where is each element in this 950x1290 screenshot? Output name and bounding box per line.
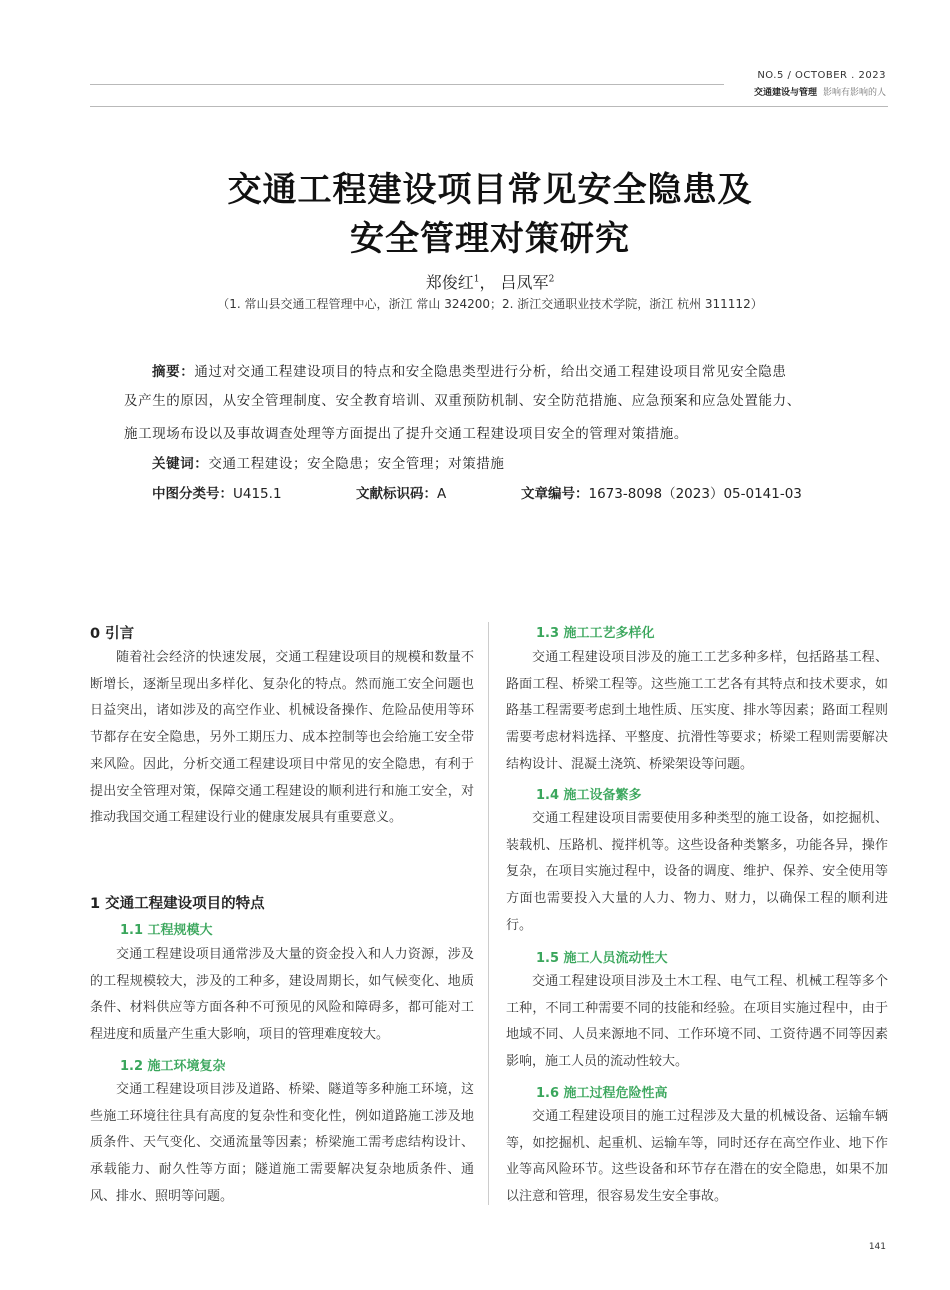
journal-header (754, 85, 886, 98)
clc-number (152, 482, 282, 502)
section-1-2-paragraph: 交通工程建设项目涉及道路、桥梁、隧道等多种施工环境，这些施工环境往往具有高度的复杂性和变化性，例如道路施工涉及地质条件、天气变化、交通流量等因素；桥梁施工需考虑结构设计、承载能力、耐久性等方面；隧道施工需要解决复杂地质条件、通风、排水、照明等问题。 (90, 1082, 474, 1204)
section-1-6-heading: 1.6 施工过程危险性高 (536, 1086, 668, 1101)
author-sep: ， (479, 273, 496, 292)
journal-slogan: 影响有影响的人 (822, 88, 886, 98)
header-rule-bottom (90, 106, 888, 107)
section-1-2-heading: 1.2 施工环境复杂 (120, 1059, 226, 1074)
keywords-label: 关键词： (152, 456, 209, 472)
section-1-4-heading: 1.4 施工设备繁多 (536, 788, 642, 803)
abstract-text-1: 通过对交通工程建设项目的特点和安全隐患类型进行分析，给出交通工程建设项目常见安全隐患 (194, 364, 787, 380)
clc-label: 中图分类号： (152, 486, 233, 502)
author-2-sup: 2 (548, 274, 555, 285)
doc-code (356, 482, 446, 502)
section-0-heading: 0 引言 (90, 626, 135, 642)
author-1-sup: 1 (473, 274, 480, 285)
journal-name: 交通建设与管理 (753, 88, 817, 98)
doc-label: 文献标识码： (356, 486, 437, 502)
abstract-label: 摘要： (152, 364, 195, 380)
article-label: 文章编号： (521, 486, 589, 502)
abstract-line-3: 施工现场布设以及事故调查处理等方面提出了提升交通工程建设项目安全的管理对策措施。 (124, 426, 688, 442)
column-divider (488, 622, 489, 1205)
title-line-2: 安全管理对策研究 (350, 219, 630, 259)
abstract-line-1 (152, 360, 787, 380)
affiliation: （1. 常山县交通工程管理中心，浙江 常山 324200；2. 浙江交通职业技术学院，浙江 杭州 311112） (217, 297, 763, 311)
section-1-4-paragraph: 交通工程建设项目需要使用多种类型的施工设备，如挖掘机、装载机、压路机、搅拌机等。这些设备种类繁多，功能各异，操作复杂，在项目实施过程中，设备的调度、维护、保养、安全使用等方面也需要投入大量的人力、物力、财力，以确保工程的顺利进行。 (506, 811, 888, 933)
section-1-1-heading: 1.1 工程规模大 (120, 923, 213, 938)
page-number: 141 (868, 1242, 886, 1252)
keywords-line (152, 452, 505, 472)
issue-label: NO.5 / OCTOBER . 2023 (757, 70, 886, 81)
doc-value: A (437, 486, 447, 502)
author-1: 郑俊红 (425, 273, 474, 292)
abstract-line-2: 及产生的原因，从安全管理制度、安全教育培训、双重预防机制、安全防范措施、应急预案和应急处置能力、 (124, 393, 801, 409)
header-rule-top (90, 84, 724, 85)
section-1-6-paragraph: 交通工程建设项目的施工过程涉及大量的机械设备、运输车辆等，如挖掘机、起重机、运输车等，同时还存在高空作业、地下作业等高风险环节。这些设备和环节存在潜在的安全隐患，如果不加以注意和管理，很容易发生安全事故。 (506, 1109, 888, 1205)
section-1-1-paragraph: 交通工程建设项目通常涉及大量的资金投入和人力资源，涉及的工程规模较大，涉及的工种多，建设周期长，如气候变化、地质条件、材料供应等方面各种不可预见的风险和障碍多，都可能对工程进度和质量产生重大影响，项目的管理难度较大。 (90, 947, 474, 1043)
section-1-3-heading: 1.3 施工工艺多样化 (536, 626, 655, 641)
clc-value: U415.1 (233, 486, 282, 502)
article-number (521, 482, 802, 502)
section-1-5-heading: 1.5 施工人员流动性大 (536, 951, 668, 966)
section-1-5-paragraph: 交通工程建设项目涉及土木工程、电气工程、机械工程等多个工种，不同工种需要不同的技能和经验。在项目实施过程中，由于地域不同、人员来源地不同、工作环境不同、工资待遇不同等因素影响，施工人员的流动性较大。 (506, 974, 888, 1070)
authors (0, 270, 950, 293)
title-line-1: 交通工程建设项目常见安全隐患及 (227, 170, 753, 210)
author-2: 吕凤军 (500, 273, 549, 292)
keywords-text: 交通工程建设；安全隐患；安全管理；对策措施 (208, 456, 505, 472)
section-0-paragraph: 随着社会经济的快速发展，交通工程建设项目的规模和数量不断增长，逐渐呈现出多样化、复杂化的特点。然而施工安全问题也日益突出，诸如涉及的高空作业、机械设备操作、危险品使用等环节都存在安全隐患，另外工期压力、成本控制等也会给施工安全带来风险。因此，分析交通工程建设项目中常见的安全隐患，有利于提出安全管理对策，保障交通工程建设的顺利进行和施工安全，对推动我国交通工程建设行业的健康发展具有重要意义。 (90, 650, 474, 826)
section-1-3-paragraph: 交通工程建设项目涉及的施工工艺多种多样，包括路基工程、路面工程、桥梁工程等。这些施工工艺各有其特点和技术要求，如路基工程需要考虑到土地性质、压实度、排水等因素；路面工程则需要考虑材料选择、平整度、抗滑性等要求；桥梁工程则需要解决结构设计、混凝土浇筑、桥梁架设等问题。 (506, 650, 888, 772)
article-value: 1673-8098（2023）05-0141-03 (588, 486, 802, 502)
section-1-heading: 1 交通工程建设项目的特点 (90, 896, 265, 912)
